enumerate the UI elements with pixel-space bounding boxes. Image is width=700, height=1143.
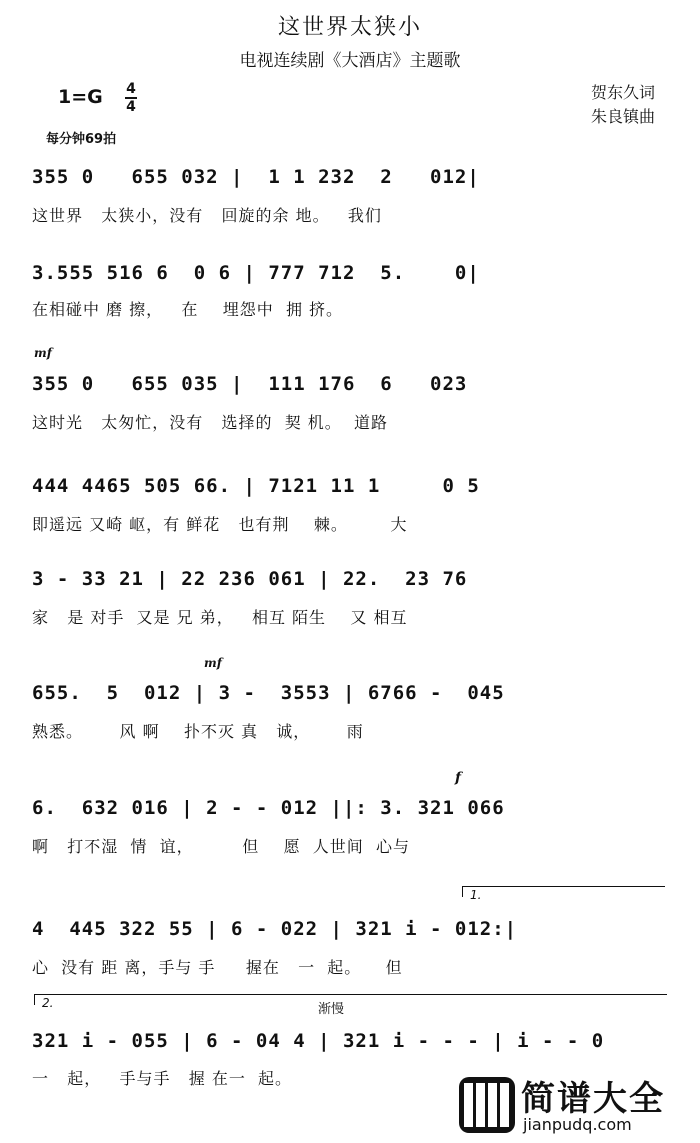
notation-row-9: 321 i - 055 | 6 - 04 4 | 321 i - - - | i - - 0 bbox=[32, 1030, 605, 1052]
notation-row-8: 4 445 322 55 | 6 - 022 | 321 i - 012:| bbox=[32, 918, 518, 940]
composer-credit: 朱良镇曲 bbox=[590, 107, 655, 126]
notation-row-2: 3.555 516 6 0 6 | 777 712 5. 0| bbox=[32, 262, 480, 284]
site-logo bbox=[459, 1071, 694, 1139]
notation-row-5: 3 - 33 21 | 22 236 061 | 22. 23 76 bbox=[32, 568, 468, 590]
piano-keys-icon bbox=[459, 1077, 515, 1133]
tempo-marking: 每分钟69拍 bbox=[46, 132, 117, 147]
notation-row-7: 6. 632 016 | 2 - - 012 ||: 3. 321 066 bbox=[32, 797, 505, 819]
key-signature: 1=G bbox=[58, 86, 103, 108]
lyrics-row-2: 在相碰中 磨 擦， 在 埋怨中 拥 挤。 bbox=[32, 300, 344, 319]
notation-row-1: 355 0 655 032 | 1 1 232 2 012| bbox=[32, 166, 480, 188]
dynamic-f: f bbox=[455, 770, 462, 786]
lyricist-credit: 贺东久词 bbox=[590, 83, 655, 102]
lyrics-row-5: 家 是 对手 又是 兄 弟， 相互 陌生 又 相互 bbox=[32, 608, 408, 627]
song-subtitle: 电视连续剧《大酒店》主题歌 bbox=[239, 51, 461, 71]
time-sig-top: 4 bbox=[126, 81, 136, 97]
second-ending-label: 2. bbox=[42, 996, 54, 1010]
lyrics-row-8: 心 没有 距 离，手与 手 握在 一 起。 但 bbox=[32, 958, 403, 977]
lyrics-row-3: 这时光 太匆忙，没有 选择的 契 机。 道路 bbox=[32, 413, 388, 432]
second-ending-bracket bbox=[34, 994, 667, 1005]
lyrics-row-4: 即遥远 又崎 岖，有 鲜花 也有荆 棘。 大 bbox=[32, 515, 408, 534]
notation-row-6: 655. 5 012 | 3 - 3553 | 6766 - 045 bbox=[32, 682, 505, 704]
ritardando-marking: 渐慢 bbox=[318, 1002, 345, 1017]
lyrics-row-1: 这世界 太狭小，没有 回旋的余 地。 我们 bbox=[32, 206, 382, 225]
logo-url-text: jianpudq.com bbox=[523, 1115, 632, 1134]
dynamic-mf-1: mf bbox=[34, 346, 52, 360]
song-title: 这世界太狭小 bbox=[277, 15, 422, 40]
lyrics-row-6: 熟悉。 风 啊 扑不灭 真 诚， 雨 bbox=[32, 722, 364, 741]
time-sig-bottom: 4 bbox=[126, 99, 136, 115]
time-signature bbox=[125, 82, 137, 114]
notation-row-4: 444 4465 505 66. | 7121 11 1 0 5 bbox=[32, 475, 480, 497]
lyrics-row-7: 啊 打不湿 情 谊， 但 愿 人世间 心与 bbox=[32, 837, 410, 856]
lyrics-row-9: 一 起， 手与手 握 在一 起。 bbox=[32, 1069, 293, 1088]
logo-brand-text: 简谱大全 bbox=[521, 1079, 665, 1119]
dynamic-mf-2: mf bbox=[204, 656, 222, 670]
first-ending-bracket bbox=[462, 886, 665, 897]
notation-row-3: 355 0 655 035 | 111 176 6 023 bbox=[32, 373, 468, 395]
first-ending-label: 1. bbox=[470, 888, 482, 902]
